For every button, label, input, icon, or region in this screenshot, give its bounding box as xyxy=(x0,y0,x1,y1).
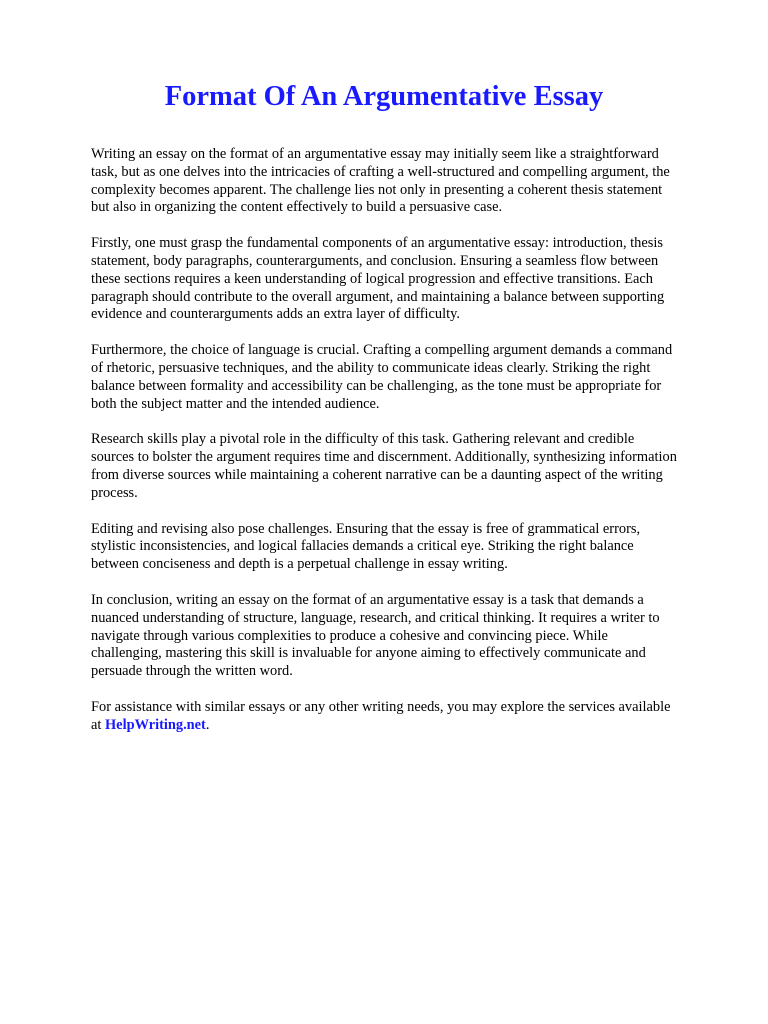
paragraph-line: paragraph should contribute to the overall argument, and maintaining a balance between supporting xyxy=(91,288,665,305)
paragraph-line: challenging, mastering this skill is invaluable for anyone aiming to effectively communicate and xyxy=(91,645,646,662)
paragraph-line: evidence and counterarguments adds an extra layer of difficulty. xyxy=(91,306,460,323)
essay-body xyxy=(91,146,741,753)
paragraph-5 xyxy=(91,521,741,574)
paragraph-line: from diverse sources while maintaining a coherent narrative can be a daunting aspect of the writing xyxy=(91,466,663,483)
paragraph-line: Writing an essay on the format of an argumentative essay may initially seem like a straightforward xyxy=(91,146,659,162)
helpwriting-link[interactable]: HelpWriting.net xyxy=(104,716,206,733)
paragraph-line: but also in organizing the content effectively to build a persuasive case. xyxy=(91,199,503,216)
paragraph-line: complexity becomes apparent. The challenge lies not only in presenting a coherent thesis statement xyxy=(91,181,663,198)
paragraph-6 xyxy=(91,592,741,681)
paragraph-line: Research skills play a pivotal role in the difficulty of this task. Gathering relevant and credible xyxy=(91,431,635,448)
paragraph-line: between conciseness and depth is a perpetual challenge in essay writing. xyxy=(91,556,508,573)
paragraph-line: persuade through the written word. xyxy=(91,663,293,680)
paragraph-line: statement, body paragraphs, counterarguments, and conclusion. Ensuring a seamless flow between xyxy=(91,252,659,269)
closing-suffix: . xyxy=(205,716,210,733)
paragraph-3 xyxy=(91,342,741,413)
closing-line: For assistance with similar essays or any other writing needs, you may explore the services available xyxy=(91,698,671,715)
paragraph-4 xyxy=(91,431,741,502)
paragraph-line: Editing and revising also pose challenges. Ensuring that the essay is free of grammatical errors, xyxy=(91,520,641,537)
closing-paragraph xyxy=(91,699,741,735)
paragraph-line: sources to bolster the argument requires time and discernment. Additionally, synthesizing information xyxy=(91,449,677,466)
paragraph-line: nuanced understanding of structure, language, research, and critical thinking. It requires a writer to xyxy=(91,609,660,626)
paragraph-2 xyxy=(91,235,741,324)
page-title: Format Of An Argumentative Essay xyxy=(164,81,604,112)
paragraph-line: Furthermore, the choice of language is crucial. Crafting a compelling argument demands a command xyxy=(91,342,673,359)
closing-prefix: at xyxy=(91,716,105,733)
paragraph-line: In conclusion, writing an essay on the format of an argumentative essay is a task that demands a xyxy=(91,591,644,608)
paragraph-line: navigate through various complexities to produce a cohesive and convincing piece. While xyxy=(91,627,608,644)
paragraph-line: stylistic inconsistencies, and logical fallacies demands a critical eye. Striking the right balance xyxy=(91,538,634,555)
paragraph-1 xyxy=(91,146,741,217)
paragraph-line: Firstly, one must grasp the fundamental components of an argumentative essay: introduction, thesis xyxy=(91,235,663,252)
paragraph-line: balance between formality and accessibility can be challenging, as the tone must be appropriate for xyxy=(91,377,662,394)
paragraph-line: both the subject matter and the intended audience. xyxy=(91,395,380,412)
paragraph-line: these sections requires a keen understanding of logical progression and effective transitions. Each xyxy=(91,270,653,287)
paragraph-line: task, but as one delves into the intricacies of crafting a well-structured and compelling argument, the xyxy=(91,163,670,180)
closing-line-2 xyxy=(91,717,741,735)
paragraph-line: process. xyxy=(91,484,138,501)
paragraph-line: of rhetoric, persuasive techniques, and the ability to communicate ideas clearly. Striking the right xyxy=(91,359,651,376)
